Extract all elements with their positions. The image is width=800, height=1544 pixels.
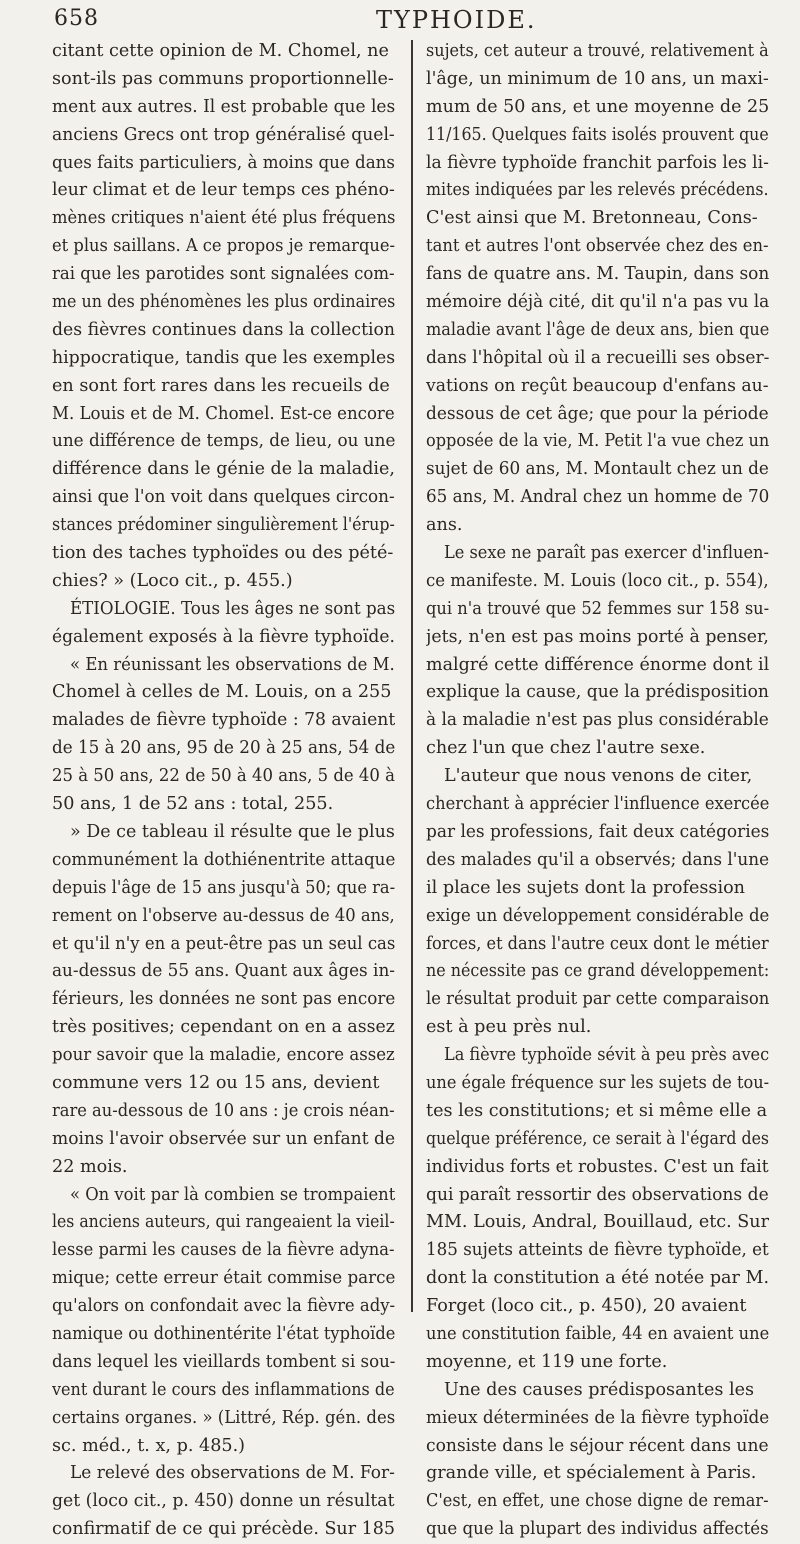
text-line: qu'alors on confondait avec la fièvre ady-	[52, 1296, 395, 1317]
text-line: « On voit par là combien se trompaient	[70, 1184, 395, 1205]
text-line: get (loco cit., p. 450) donne un résultat	[52, 1491, 395, 1512]
text-line: Chomel à celles de M. Louis, on a 255	[52, 682, 392, 703]
text-line: sc. méd., t. x, p. 485.)	[52, 1435, 246, 1456]
text-line: tes les constitutions; et si même elle a	[426, 1100, 768, 1121]
text-line: malgré cette différence énorme dont il	[426, 654, 769, 675]
text-line: moins l'avoir observée sur un enfant de	[52, 1128, 395, 1149]
text-line: opposée de la vie, M. Petit l'a vue chez un	[426, 431, 769, 452]
text-line: chez l'un que chez l'autre sexe.	[426, 738, 706, 759]
text-line: à la maladie n'est pas plus considérable	[426, 710, 769, 731]
text-line: certains organes. » (Littré, Rép. gén. des	[52, 1407, 395, 1428]
text-line: C'est, en effet, une chose digne de remar-	[426, 1491, 769, 1512]
text-line: cherchant à apprécier l'influence exercée	[426, 794, 769, 815]
text-line: explique la cause, que la prédisposition	[426, 682, 769, 703]
page-number: 658	[54, 6, 99, 31]
text-line: jets, n'en est pas moins porté à penser,	[426, 626, 769, 647]
text-line: ainsi que l'on voit dans quelques circon-	[52, 487, 395, 508]
text-line: Le sexe ne paraît pas exercer d'influen-	[444, 543, 769, 564]
text-line: exige un développement considérable de	[426, 905, 769, 926]
text-line: maladie avant l'âge de deux ans, bien que	[426, 319, 769, 340]
text-line: et plus saillans. A ce propos je remarque-	[52, 236, 395, 257]
text-line: C'est ainsi que M. Bretonneau, Cons-	[426, 208, 758, 229]
text-line: pour savoir que la maladie, encore assez	[52, 1045, 395, 1066]
text-line: et qu'il n'y en a peut-être pas un seul cas	[52, 933, 395, 954]
text-line: dans l'hôpital où il a recueilli ses obser-	[426, 347, 769, 368]
text-line: rai que les parotides sont signalées com-	[52, 264, 395, 285]
text-line: tion des taches typhoïdes ou des pété-	[52, 543, 394, 564]
text-line: rement on l'observe au-dessus de 40 ans,	[52, 905, 395, 926]
text-line: communément la dothiénentrite attaque	[52, 849, 395, 870]
text-line: par les professions, fait deux catégories	[426, 821, 769, 842]
left-column	[52, 38, 395, 1544]
text-line: mènes critiques n'aient été plus fréquens	[52, 208, 395, 229]
text-line: que que la plupart des individus affectés	[426, 1519, 769, 1540]
text-line: consiste dans le séjour récent dans une	[426, 1435, 769, 1456]
text-line: Le relevé des observations de M. For-	[70, 1463, 395, 1484]
text-line: malades de fièvre typhoïde : 78 avaient	[52, 710, 395, 731]
text-line: rare au-dessous de 10 ans : je crois néan-	[52, 1100, 395, 1121]
text-line: fans de quatre ans. M. Taupin, dans son	[426, 264, 769, 285]
text-line: férieurs, les données ne sont pas encore	[52, 989, 395, 1010]
text-line: « En réunissant les observations de M.	[70, 654, 395, 675]
text-line: individus forts et robustes. C'est un fait	[426, 1156, 769, 1177]
text-line: ce manifeste. M. Louis (loco cit., p. 554),	[426, 570, 769, 591]
text-line: 22 mois.	[52, 1156, 128, 1177]
text-line: dont la constitution a été notée par M.	[426, 1268, 769, 1289]
right-column	[426, 38, 769, 1544]
text-line: ÉTIOLOGIE. Tous les âges ne sont pas	[70, 598, 395, 619]
text-line: une différence de temps, de lieu, ou une	[52, 431, 395, 452]
text-line: L'auteur que nous venons de citer,	[444, 766, 753, 787]
text-line: Forget (loco cit., p. 450), 20 avaient	[426, 1296, 747, 1317]
text-line: La fièvre typhoïde sévit à peu près avec	[444, 1045, 769, 1066]
text-line: mieux déterminées de la fièvre typhoïde	[426, 1407, 769, 1428]
text-line: 185 sujets atteints de fièvre typhoïde, et	[426, 1240, 769, 1261]
text-line: depuis l'âge de 15 ans jusqu'à 50; que ra-	[52, 877, 395, 898]
text-line: 65 ans, M. Andral chez un homme de 70	[426, 487, 769, 508]
text-line: mique; cette erreur était commise parce	[52, 1268, 395, 1289]
text-line: » De ce tableau il résulte que le plus	[70, 821, 395, 842]
text-line: en sont fort rares dans les recueils de	[52, 375, 390, 396]
text-line: forces, et dans l'autre ceux dont le métier	[426, 933, 769, 954]
text-line: 11/165. Quelques faits isolés prouvent que	[426, 124, 769, 145]
text-line: dans lequel les vieillards tombent si sou-	[52, 1351, 395, 1372]
column-divider	[411, 40, 413, 1312]
text-line: confirmatif de ce qui précède. Sur 185	[52, 1519, 395, 1540]
text-line: est à peu près nul.	[426, 1017, 592, 1038]
text-line: dessous de cet âge; que pour la période	[426, 403, 769, 424]
text-line: une égale fréquence sur les sujets de tou-	[426, 1072, 769, 1093]
text-line: anciens Grecs ont trop généralisé quel-	[52, 124, 395, 145]
text-line: commune vers 12 ou 15 ans, devient	[52, 1072, 380, 1093]
text-line: il place les sujets dont la profession	[426, 877, 746, 898]
text-line: quelque préférence, ce serait à l'égard des	[426, 1128, 769, 1149]
text-line: une constitution faible, 44 en avaient une	[426, 1323, 769, 1344]
text-line: leur climat et de leur temps ces phéno-	[52, 180, 395, 201]
text-line: ment aux autres. Il est probable que les	[52, 96, 395, 117]
text-line: namique ou dothinentérite l'état typhoïde	[52, 1323, 395, 1344]
text-line: ques faits particuliers, à moins que dans	[52, 152, 395, 173]
text-line: chies? » (Loco cit., p. 455.)	[52, 570, 293, 591]
text-line: l'âge, un minimum de 10 ans, un maxi-	[426, 68, 769, 89]
text-line: qui paraît ressortir des observations de	[426, 1184, 769, 1205]
text-line: les anciens auteurs, qui rangeaient la vieil-	[52, 1212, 395, 1233]
text-line: vent durant le cours des inflammations de	[52, 1379, 395, 1400]
text-line: sujet de 60 ans, M. Montault chez un de	[426, 459, 769, 480]
text-line: très positives; cependant on en a assez	[52, 1017, 395, 1038]
text-line: des malades qu'il a observés; dans l'une	[426, 849, 769, 870]
text-line: différence dans le génie de la maladie,	[52, 459, 395, 480]
text-line: sujets, cet auteur a trouvé, relativement à	[426, 41, 769, 61]
text-line: 25 à 50 ans, 22 de 50 à 40 ans, 5 de 40 à	[52, 766, 395, 787]
text-line: stances prédominer singulièrement l'érup-	[52, 515, 395, 536]
text-line: citant cette opinion de M. Chomel, ne	[52, 41, 389, 61]
text-line: Une des causes prédisposantes les	[444, 1379, 755, 1400]
text-line: sont-ils pas communs proportionnelle-	[52, 68, 394, 89]
text-line: la fièvre typhoïde franchit parfois les li-	[426, 152, 769, 173]
text-line: tant et autres l'ont observée chez des en-	[426, 236, 769, 257]
text-line: ans.	[426, 515, 463, 536]
text-line: également exposés à la fièvre typhoïde.	[52, 626, 395, 647]
text-line: grande ville, et spécialement à Paris.	[426, 1463, 757, 1484]
text-line: MM. Louis, Andral, Bouillaud, etc. Sur	[426, 1212, 769, 1233]
text-line: hippocratique, tandis que les exemples	[52, 347, 395, 368]
text-line: qui n'a trouvé que 52 femmes sur 158 su-	[426, 598, 769, 619]
text-line: au-dessus de 55 ans. Quant aux âges in-	[52, 961, 395, 982]
running-title: TYPHOIDE.	[376, 6, 537, 34]
text-line: moyenne, et 119 une forte.	[426, 1351, 668, 1372]
text-line: mum de 50 ans, et une moyenne de 25	[426, 96, 769, 117]
text-line: me un des phénomènes les plus ordinaires	[52, 292, 395, 313]
text-line: mémoire déjà cité, dit qu'il n'a pas vu la	[426, 292, 769, 313]
text-line: 50 ans, 1 de 52 ans : total, 255.	[52, 794, 334, 815]
text-line: ne nécessite pas ce grand développement:	[426, 961, 769, 982]
text-line: de 15 à 20 ans, 95 de 20 à 25 ans, 54 de	[52, 738, 395, 759]
text-line: M. Louis et de M. Chomel. Est-ce encore	[52, 403, 395, 424]
text-line: des fièvres continues dans la collection	[52, 319, 395, 340]
text-line: mites indiquées par les relevés précédens.	[426, 180, 769, 201]
text-line: le résultat produit par cette comparaison	[426, 989, 769, 1010]
text-line: lesse parmi les causes de la fièvre adyna-	[52, 1240, 395, 1261]
text-line: vations on reçût beaucoup d'enfans au-	[426, 375, 769, 396]
